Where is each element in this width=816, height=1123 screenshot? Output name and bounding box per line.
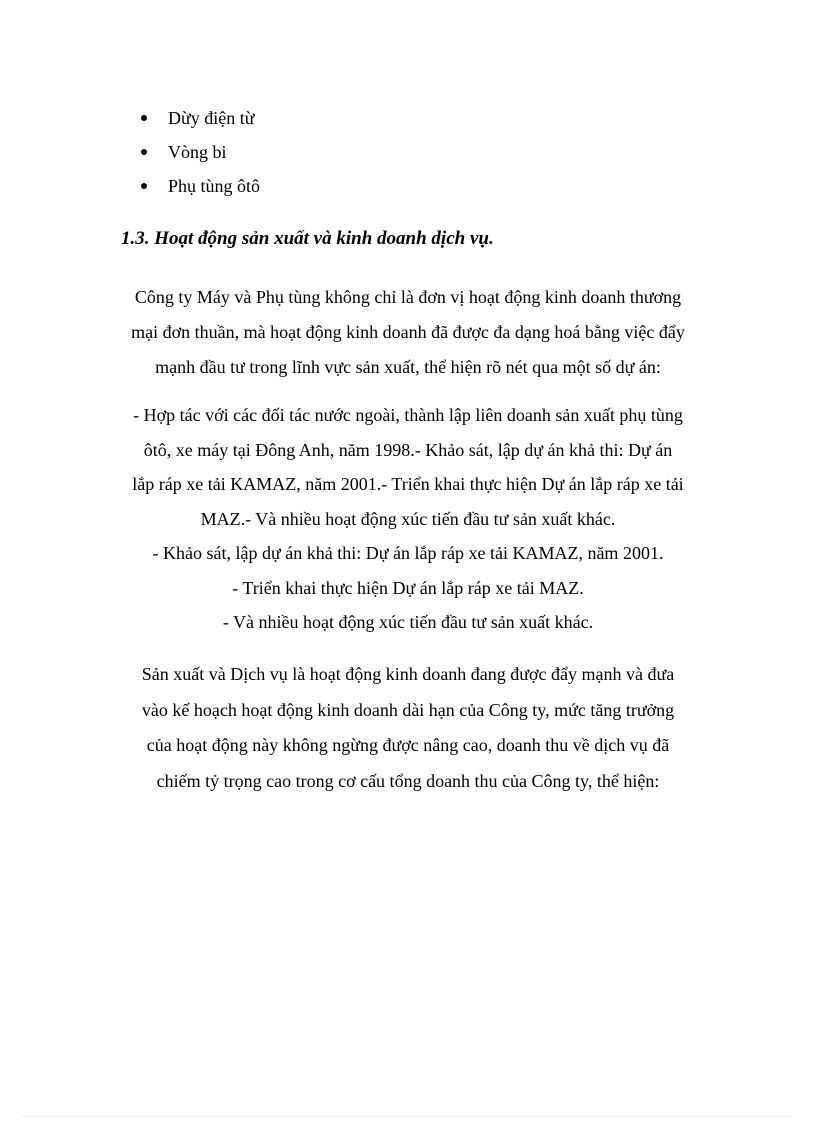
paragraph-line: của hoạt động này không ngừng được nâng cao, doanh thu về dịch vụ đã — [146, 735, 670, 755]
paragraph-line: MAZ.- Và nhiều hoạt động xúc tiến đầu tư sản xuất khác. — [200, 508, 616, 529]
bullet-list — [140, 101, 260, 203]
paragraph-line: chiếm tỷ trọng cao trong cơ cấu tổng doanh thu của Công ty, thể hiện: — [156, 770, 660, 791]
bullet-item — [140, 135, 260, 169]
bullet-item — [140, 169, 260, 203]
bullet-item-text: Phụ tùng ôtô — [168, 176, 261, 196]
paragraph-projects — [100, 398, 716, 640]
paragraph-intro — [100, 280, 716, 385]
paragraph-line: vào kế hoạch hoạt động kinh doanh dài hạn của Công ty, mức tăng trưởng — [141, 699, 675, 720]
paragraph-line: Công ty Máy và Phụ tùng không chỉ là đơn vị hoạt động kinh doanh thương — [134, 287, 682, 307]
page-bottom-divider — [22, 1116, 794, 1117]
paragraph-line: ôtô, xe máy tại Đông Anh, năm 1998.- Khảo sát, lập dự án khả thi: Dự án — [143, 439, 673, 460]
bullet-dot-icon — [141, 115, 147, 121]
section-heading: 1.3. Hoạt động sản xuất và kinh doanh dịch vụ. — [121, 228, 494, 249]
bullet-dot-icon — [141, 183, 147, 189]
paragraph-line: mạnh đầu tư trong lĩnh vực sản xuất, thể hiện rõ nét qua một số dự án: — [155, 357, 661, 377]
paragraph-line: mại đơn thuần, mà hoạt động kinh doanh đã được đa dạng hoá bằng việc đẩy — [131, 322, 685, 342]
paragraph-services — [100, 657, 716, 799]
bullet-item-text: Vòng bi — [168, 142, 227, 162]
bullet-item — [140, 101, 260, 135]
paragraph-line: - Khảo sát, lập dự án khả thi: Dự án lắp ráp xe tải KAMAZ, năm 2001. — [152, 543, 664, 563]
paragraph-line: lắp ráp xe tải KAMAZ, năm 2001.- Triển khai thực hiện Dự án lắp ráp xe tải — [132, 474, 684, 494]
paragraph-line: - Hợp tác với các đối tác nước ngoài, thành lập liên doanh sản xuất phụ tùng — [133, 405, 683, 425]
paragraph-line: - Và nhiều hoạt động xúc tiến đầu tư sản xuất khác. — [222, 612, 594, 632]
paragraph-line: - Triển khai thực hiện Dự án lắp ráp xe tải MAZ. — [232, 577, 584, 598]
paragraph-line: Sản xuất và Dịch vụ là hoạt động kinh doanh đang được đẩy mạnh và đưa — [141, 664, 675, 684]
bullet-dot-icon — [141, 149, 147, 155]
bullet-item-text: Dừy điện từ — [168, 108, 255, 128]
